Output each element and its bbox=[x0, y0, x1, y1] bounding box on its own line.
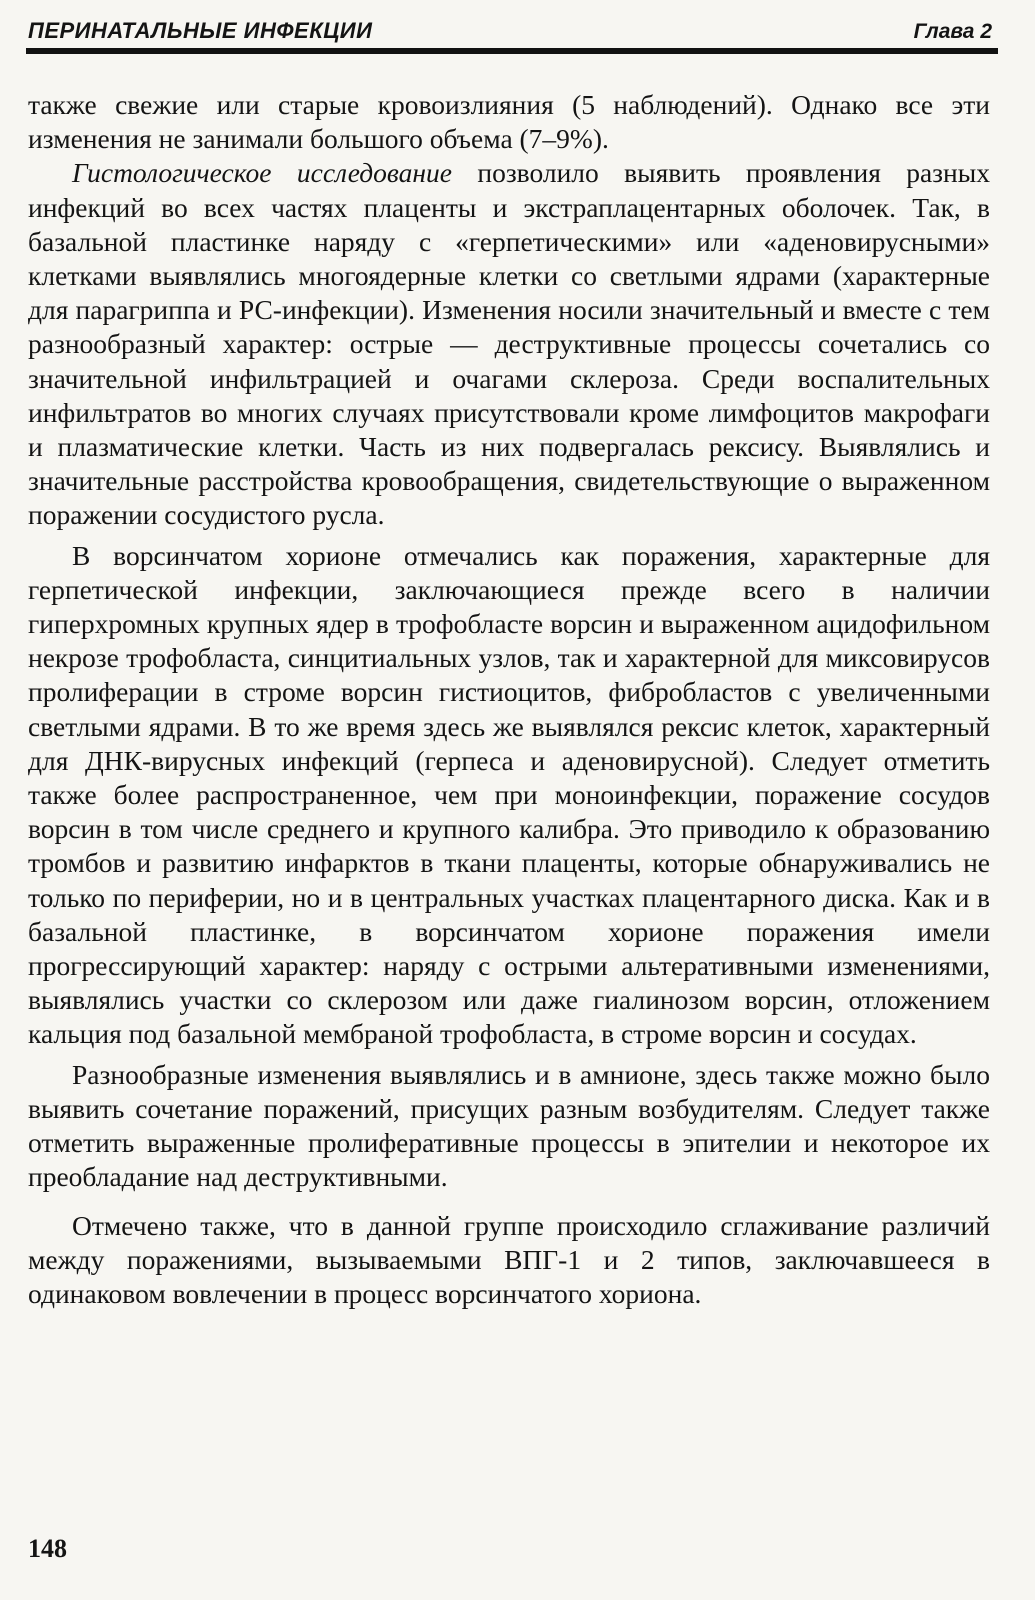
page-number: 148 bbox=[28, 1534, 67, 1563]
paragraph-1-text: также свежие или старые кровоизлияния (5 наблюдений). Однако все эти изменения не занимали большого объема (7–9%). bbox=[28, 89, 990, 155]
paragraph-4 bbox=[28, 1058, 990, 1195]
paragraph-5 bbox=[28, 1209, 990, 1312]
running-header bbox=[28, 14, 996, 48]
running-title: ПЕРИНАТАЛЬНЫЕ ИНФЕКЦИИ bbox=[28, 18, 373, 43]
paragraph-1 bbox=[28, 88, 990, 156]
chapter-label: Глава 2 bbox=[913, 20, 992, 43]
paragraph-5-text: Отмечено также, что в данной группе происходило сглаживание различий между поражениями, вызываемыми ВПГ-1 и 2 типов, заключавшееся в одинаковом вовлечении в процесс ворсинчатого хориона. bbox=[28, 1209, 990, 1309]
header-rule bbox=[26, 48, 998, 54]
paragraph-2-text: позволило выявить проявления разных инфекций во всех частях плаценты и экстраплацентарных оболочек. Так, в базальной пластинке наряду с «герпетическими» или «аденовирусными» клетками выявлялись многоядерные клетки со светлыми ядрами (характерные для парагриппа и РС-инфекции). Изменения носили значительный и вместе с тем разнообразный характер: острые — деструктивные процессы сочетались со значительной инфильтрацией и очагами склероза. Среди воспалительных инфильтратов во многих случаях присутствовали кроме лимфоцитов макрофаги и плазматические клетки. Часть из них подвергалась рексису. Выявлялись и значительные расстройства кровообращения, свидетельствующие о выраженном поражении сосудистого русла. bbox=[28, 157, 990, 531]
paragraph-2 bbox=[28, 156, 990, 532]
body-text bbox=[28, 88, 990, 1311]
paragraph-4-text: Разнообразные изменения выявлялись и в амнионе, здесь также можно было выявить сочетание поражений, присущих разным возбудителям. Следует также отметить выраженные пролиферативные процессы в эпителии и некоторое их преобладание над деструктивными. bbox=[28, 1058, 990, 1193]
paragraph-3-text: В ворсинчатом хорионе отмечались как поражения, характерные для герпетической инфекции, заключающиеся прежде всего в наличии гиперхромных крупных ядер в трофобласте ворсин и выраженном ацидофильном некрозе трофобласта, синцитиальных узлов, так и характерной для миксовирусов пролиферации в строме ворсин гистиоцитов, фибробластов с увеличенными светлыми ядрами. В то же время здесь же выявлялся рексис клеток, характерный для ДНК-вирусных инфекций (герпеса и аденовирусной). Следует отметить также более распространенное, чем при моноинфекции, поражение сосудов ворсин в том числе среднего и крупного калибра. Это приводило к образованию тромбов и развитию инфарктов в ткани плаценты, которые обнаруживались не только по периферии, но и в центральных участках плацентарного диска. Как и в базальной пластинке, в ворсинчатом хорионе поражения имели прогрессирующий характер: наряду с острыми альтеративными изменениями, выявлялись участки со склерозом или даже гиалинозом ворсин, отложением кальция под базальной мембраной трофобласта, в строме ворсин и сосудах. bbox=[28, 539, 990, 1050]
paragraph-3 bbox=[28, 539, 990, 1052]
paragraph-2-lead: Гистологическое исследование bbox=[72, 157, 452, 189]
